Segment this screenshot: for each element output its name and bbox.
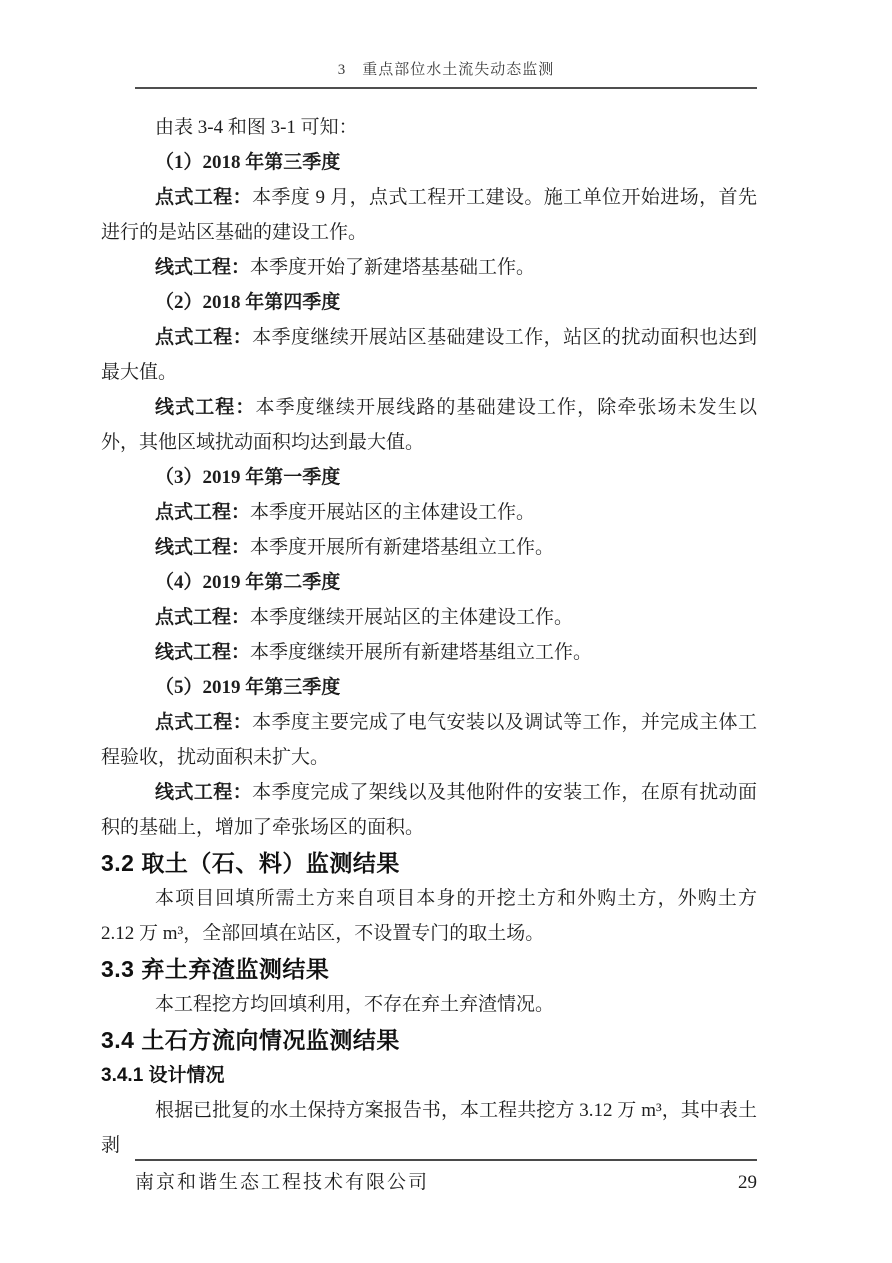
paragraph-text: 本季度主要完成了电气安装以及调试等工作，并完成主体工程验收，扰动面积未扩大。 (101, 712, 757, 768)
paragraph-text: 本季度继续开展站区基础建设工作，站区的扰动面积也达到最大值。 (101, 327, 757, 383)
paragraph-text: 本季度开展所有新建塔基组立工作。 (250, 537, 555, 558)
footer-company: 南京和谐生态工程技术有限公司 (135, 1172, 430, 1193)
labeled-paragraph (101, 705, 757, 775)
section-heading: 3.3 弃土弃渣监测结果 (101, 956, 330, 982)
labeled-paragraph (101, 635, 757, 670)
paragraph-text: 本季度继续开展线路的基础建设工作，除牵张场未发生以外，其他区域扰动面积均达到最大值。 (101, 397, 757, 453)
paragraph-label: 线式工程： (155, 642, 251, 663)
paragraph-label: 线式工程： (155, 782, 253, 803)
page-header (135, 58, 757, 89)
page-header-title: 3 重点部位水土流失动态监测 (337, 62, 555, 78)
section-heading: 3.2 取土（石、料）监测结果 (101, 850, 400, 876)
paragraph-text: 本季度开始了新建塔基基础工作。 (250, 257, 536, 278)
paragraph-label: 点式工程： (155, 327, 253, 348)
paragraph-label: 线式工程： (155, 537, 251, 558)
labeled-paragraph (101, 775, 757, 845)
paragraph-label: 点式工程： (155, 607, 251, 628)
paragraph-label: 点式工程： (155, 712, 253, 733)
quarter-subheading: （4）2019 年第二季度 (155, 572, 341, 593)
section-heading: 3.4 土石方流向情况监测结果 (101, 1027, 400, 1053)
labeled-paragraph (101, 320, 757, 390)
paragraph: 由表 3-4 和图 3-1 可知： (155, 117, 358, 138)
paragraph: 根据已批复的水土保持方案报告书，本工程共挖方 3.12 万 m³，其中表土剥 (101, 1100, 757, 1156)
paragraph-text: 本季度开展站区的主体建设工作。 (250, 502, 536, 523)
labeled-paragraph (101, 600, 757, 635)
quarter-subheading: （5）2019 年第三季度 (155, 677, 341, 698)
paragraph: 本项目回填所需土方来自项目本身的开挖土方和外购土方，外购土方 2.12 万 m³，全部回填在站区，不设置专门的取土场。 (101, 888, 757, 944)
quarter-subheading: （1）2018 年第三季度 (155, 152, 341, 173)
labeled-paragraph (101, 250, 757, 285)
quarter-subheading: （2）2018 年第四季度 (155, 292, 341, 313)
document-body (101, 110, 757, 1163)
paragraph-text: 本季度继续开展所有新建塔基组立工作。 (250, 642, 593, 663)
paragraph-label: 线式工程： (155, 397, 256, 418)
paragraph: 本工程挖方均回填利用，不存在弃土弃渣情况。 (155, 994, 555, 1015)
paragraph-text: 本季度完成了架线以及其他附件的安装工作，在原有扰动面积的基础上，增加了牵张场区的面积。 (101, 782, 757, 838)
labeled-paragraph (101, 390, 757, 460)
paragraph-label: 点式工程： (155, 502, 251, 523)
quarter-subheading: （3）2019 年第一季度 (155, 467, 341, 488)
footer-page-number: 29 (738, 1172, 757, 1193)
paragraph-label: 点式工程： (155, 187, 253, 208)
labeled-paragraph (101, 495, 757, 530)
paragraph-text: 本季度 9 月，点式工程开工建设。施工单位开始进场，首先进行的是站区基础的建设工作。 (101, 187, 757, 243)
paragraph-label: 线式工程： (155, 257, 251, 278)
subsection-heading: 3.4.1 设计情况 (101, 1065, 225, 1086)
page-footer (135, 1159, 757, 1194)
labeled-paragraph (101, 180, 757, 250)
paragraph-text: 本季度继续开展站区的主体建设工作。 (250, 607, 574, 628)
labeled-paragraph (101, 530, 757, 565)
